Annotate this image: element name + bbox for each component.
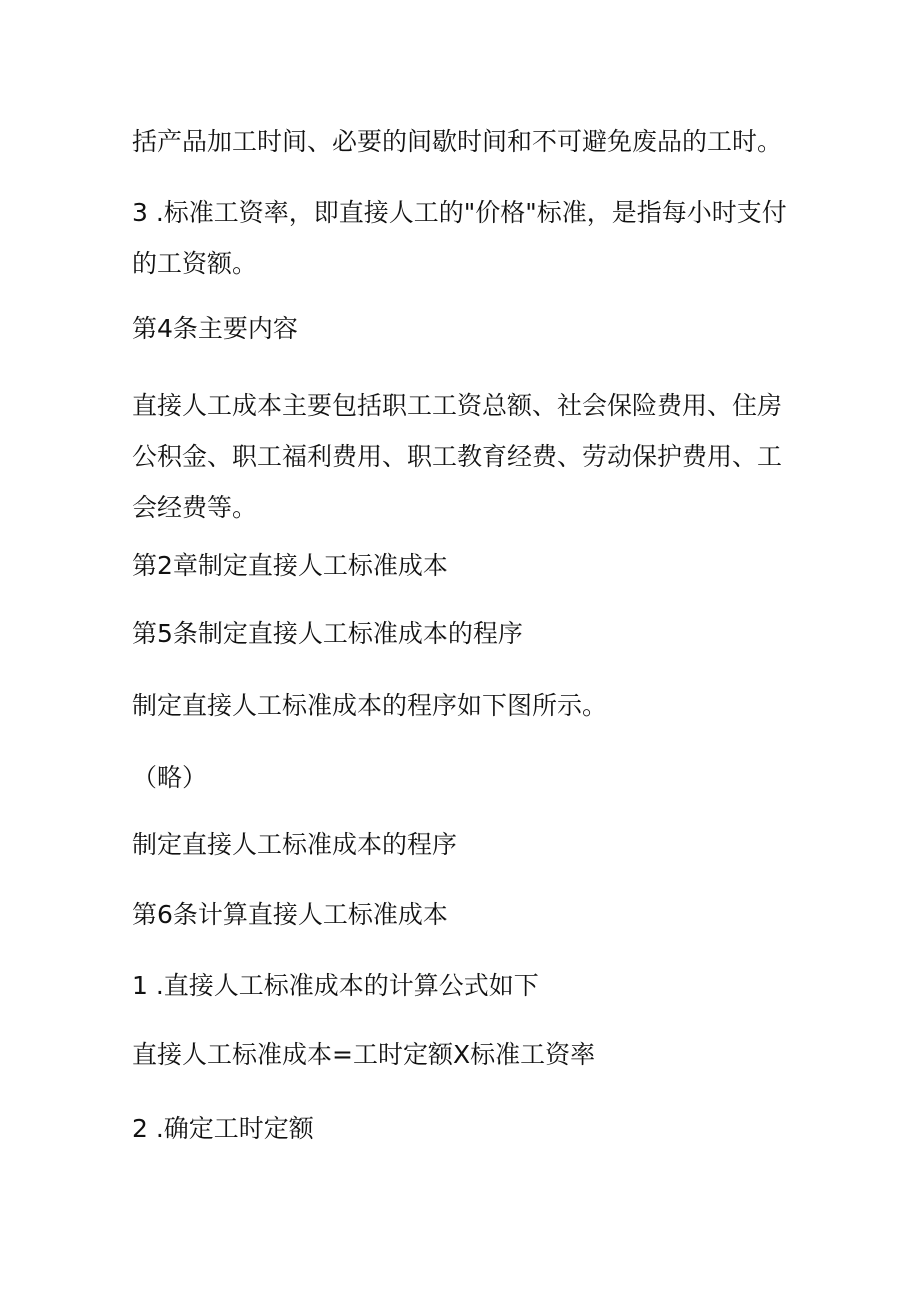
figure-caption: 制定直接人工标准成本的程序 — [132, 830, 458, 859]
paragraph-standard-wage-rate: 3 .标准工资率，即直接人工的"价格"标准，是指每小时支付的工资额。 — [132, 198, 787, 278]
heading-article-4: 第4条主要内容 — [132, 314, 298, 343]
paragraph-labor-hours-continuation: 括产品加工时间、必要的间歇时间和不可避免废品的工时。 — [132, 127, 783, 156]
heading-article-5: 第5条制定直接人工标准成本的程序 — [132, 619, 523, 648]
list-item-determine-hours: 2 .确定工时定额 — [132, 1114, 314, 1143]
formula-standard-cost: 直接人工标准成本=工时定额X标准工资率 — [132, 1040, 596, 1069]
paragraph-procedure-intro: 制定直接人工标准成本的程序如下图所示。 — [132, 691, 608, 720]
heading-article-6: 第6条计算直接人工标准成本 — [132, 900, 448, 929]
figure-omitted-note: （略） — [132, 763, 208, 792]
list-item-formula-intro: 1 .直接人工标准成本的计算公式如下 — [132, 971, 539, 1000]
heading-chapter-2: 第2章制定直接人工标准成本 — [132, 551, 448, 580]
paragraph-main-content: 直接人工成本主要包括职工工资总额、社会保险费用、住房公积金、职工福利费用、职工教育经费、劳动保护费用、工会经费等。 — [132, 391, 783, 522]
